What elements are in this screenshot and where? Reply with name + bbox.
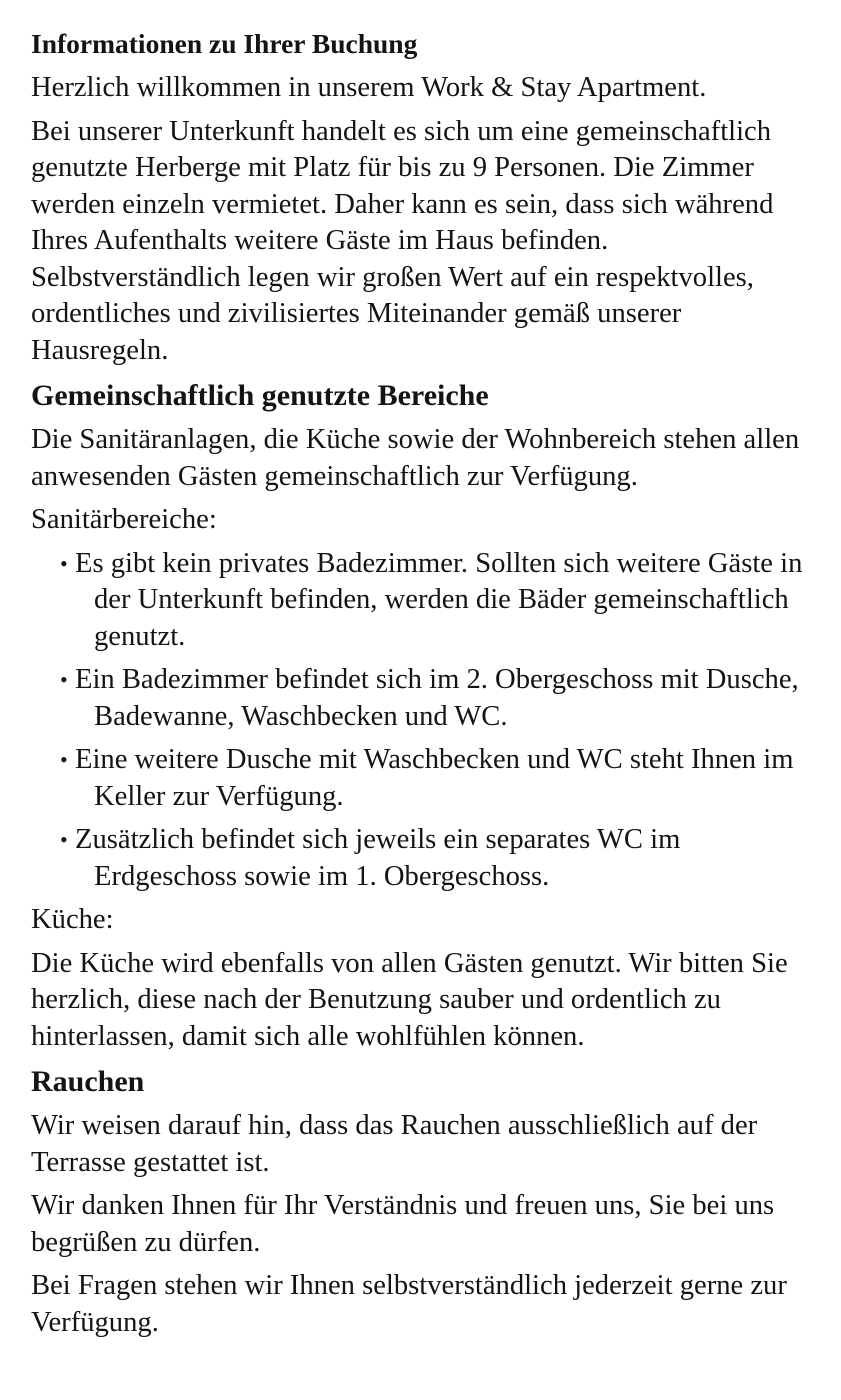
questions-paragraph: Bei Fragen stehen wir Ihnen selbstverständlich jederzeit gerne zur Verfügung. <box>31 1270 787 1338</box>
kitchen-label: Küche: <box>31 904 114 935</box>
heading-booking-info: Informationen zu Ihrer Buchung <box>31 28 418 59</box>
sanitary-list <box>31 546 811 896</box>
heading-shared-areas: Gemeinschaftlich genutzte Bereiche <box>31 379 489 412</box>
list-item <box>31 742 811 815</box>
welcome-paragraph: Herzlich willkommen in unserem Work & Stay Apartment. <box>31 72 707 103</box>
list-item <box>31 822 811 895</box>
list-item <box>31 546 811 656</box>
smoking-paragraph: Wir weisen darauf hin, dass das Rauchen ausschließlich auf der Terrasse gestattet ist. <box>31 1110 758 1178</box>
heading-smoking: Rauchen <box>31 1065 145 1098</box>
bullet-icon: • <box>60 667 68 692</box>
intro-paragraph: Bei unserer Unterkunft handelt es sich um eine gemeinschaftlich genutzte Herberge mit Platz für bis zu 9 Personen. Die Zimmer werden einzeln vermietet. Daher kann es sein, dass sich während Ihres Aufenthalts weitere Gäste im Haus befinden. Selbstverständlich legen wir großen Wert auf ein respektvolles, ordentliches und zivilisiertes Miteinander gemäß unserer Hausregeln. <box>31 115 774 366</box>
bullet-icon: • <box>60 827 68 852</box>
list-item-text: Eine weitere Dusche mit Waschbecken und WC steht Ihnen im Keller zur Verfügung. <box>75 744 794 812</box>
thanks-paragraph: Wir danken Ihnen für Ihr Verständnis und freuen uns, Sie bei uns begrüßen zu dürfen. <box>31 1190 775 1258</box>
list-item-text: Zusätzlich befindet sich jeweils ein separates WC im Erdgeschoss sowie im 1. Obergeschoss. <box>75 824 681 892</box>
kitchen-paragraph: Die Küche wird ebenfalls von allen Gästen genutzt. Wir bitten Sie herzlich, diese nach der Benutzung sauber und ordentlich zu hinterlassen, damit sich alle wohlfühlen können. <box>31 947 788 1052</box>
bullet-icon: • <box>60 747 68 772</box>
list-item-text: Ein Badezimmer befindet sich im 2. Obergeschoss mit Dusche, Badewanne, Waschbecken und WC. <box>75 664 799 732</box>
list-item <box>31 662 811 735</box>
list-item-text: Es gibt kein privates Badezimmer. Sollten sich weitere Gäste in der Unterkunft befinden, werden die Bäder gemeinschaftlich genutzt. <box>75 547 803 652</box>
shared-intro-paragraph: Die Sanitäranlagen, die Küche sowie der Wohnbereich stehen allen anwesenden Gästen gemeinschaftlich zur Verfügung. <box>31 424 800 492</box>
bullet-icon: • <box>60 550 68 576</box>
sanitary-label: Sanitärbereiche: <box>31 504 217 535</box>
